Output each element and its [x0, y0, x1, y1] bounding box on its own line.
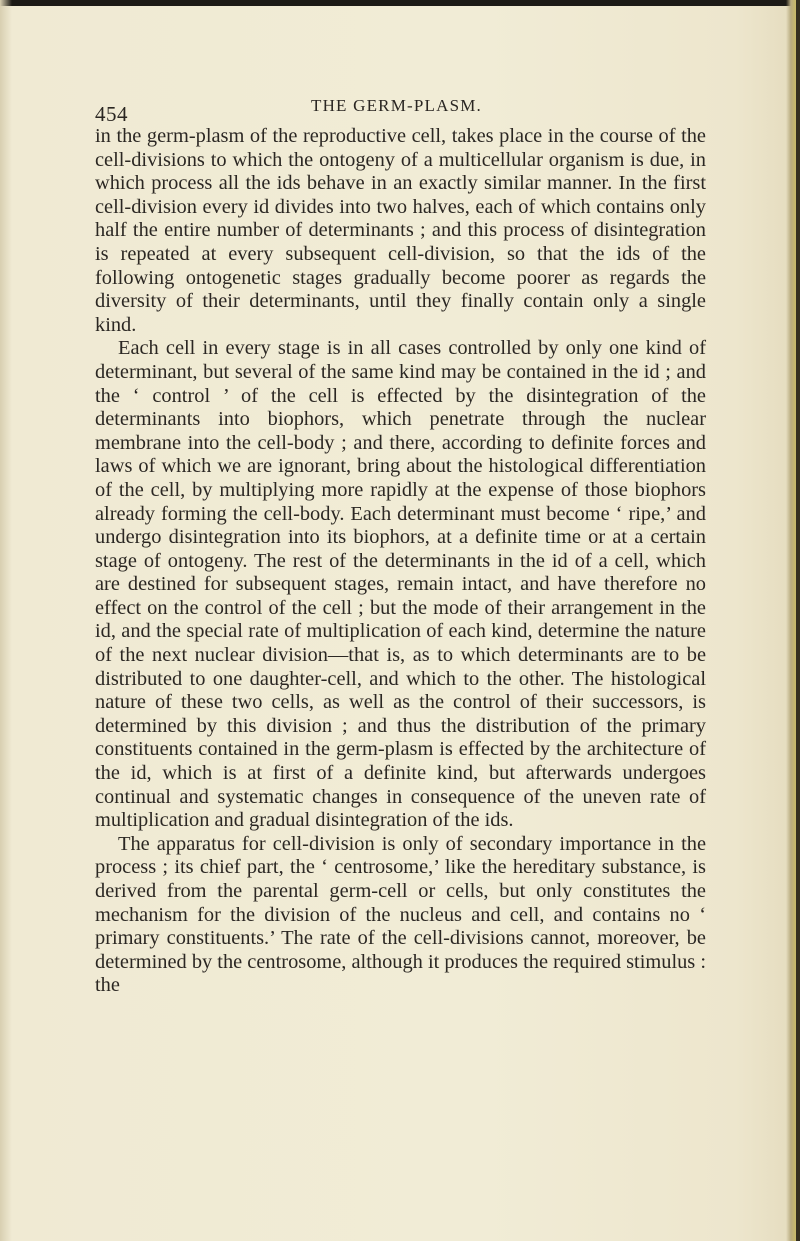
left-margin-shading	[0, 0, 12, 1241]
paragraph-continuation: in the germ-plasm of the reproductive cell, takes place in the course of the cell-divisions to which the ontogeny of a multicellular organism is due, in which process all the ids behave in an exactly similar manner. In the first cell-division every id divides into two halves, each of which contains only half the entire number of determinants ; and this process of disintegration is repeated at every subsequent cell-division, so that the ids of the following ontogenetic stages gradually become poorer as regards the diversity of their determinants, until they finally contain only a single kind.	[95, 125, 706, 336]
page-header	[95, 96, 705, 126]
running-title: THE GERM-PLASM.	[311, 96, 483, 115]
page-number: 454	[95, 102, 128, 126]
binding-spine	[796, 0, 800, 1241]
paragraph-cell-division-apparatus: The apparatus for cell-division is only of secondary importance in the process ; its chief part, the ‘ centrosome,’ like the hereditary substance, is derived from the parental germ-cell or cells, but only constitutes the mechanism for the division of the nucleus and cell, and contains no ‘ primary constituents.’ The rate of the cell-divisions cannot, moreover, be determined by the centrosome, although it produces the required stimulus : the	[95, 832, 707, 997]
body-text	[95, 125, 706, 998]
top-edge-rule	[0, 0, 800, 6]
paragraph-control-of-cell: Each cell in every stage is in all cases controlled by only one kind of determinant, but several of the same kind may be contained in the id ; and the ‘ control ’ of the cell is effected by the disintegration of the determinants into biophors, which penetrate through the nuclear membrane into the cell-body ; and there, according to definite forces and laws of which we are ignorant, bring about the histological differentiation of the cell, by multiplying more rapidly at the expense of those biophors already forming the cell-body. Each determinant must become ‘ ripe,’ and undergo disintegration into its biophors, at a definite time or at a certain stage of ontogeny. The rest of the determinants in the id of a cell, which are destined for subsequent stages, remain intact, and have therefore no effect on the control of the cell ; but the mode of their arrangement in the id, and the special rate of multiplication of each kind, determine the nature of the next nuclear division—that is, as to which determinants are to be distributed to one daughter-cell, and which to the other. The histological nature of these two cells, as well as the control of their successors, is determined by this division ; and thus the distribution of the primary constituents contained in the germ-plasm is effected by the architecture of the id, which is at first of a definite kind, but afterwards undergoes continual and systematic changes in consequence of the uneven rate of multiplication and gradual disintegration of the ids.	[95, 337, 706, 832]
